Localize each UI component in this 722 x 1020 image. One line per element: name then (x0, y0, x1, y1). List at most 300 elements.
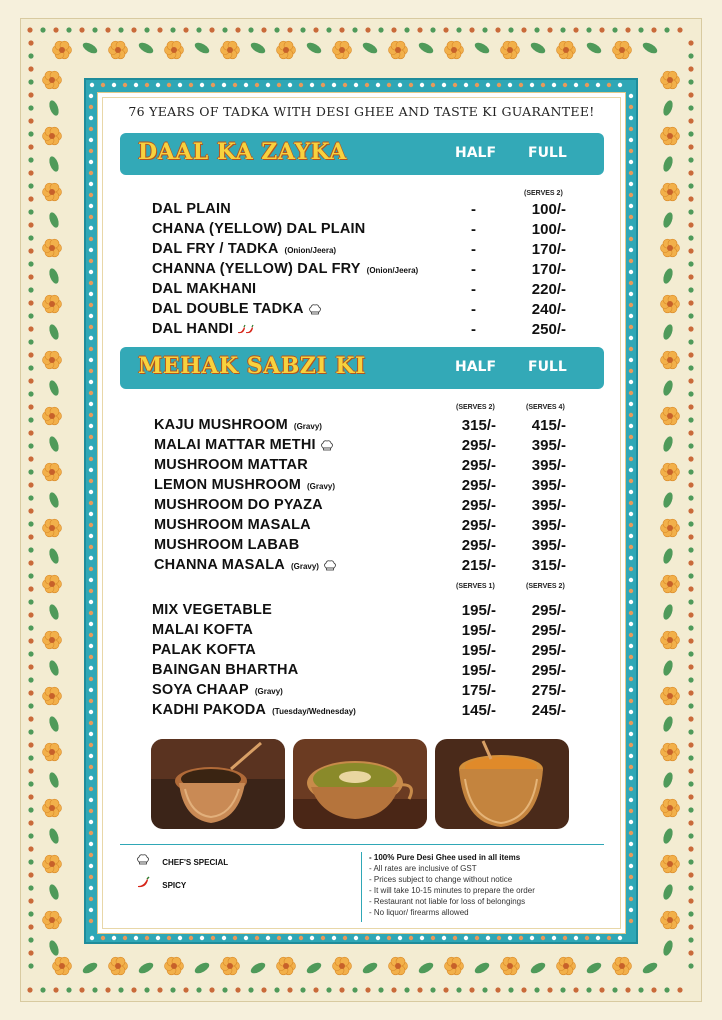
item-name: DAL PLAIN (152, 201, 231, 217)
teal-frame-dot (89, 754, 93, 758)
teal-frame-dot (255, 936, 259, 940)
teal-frame-dot (629, 347, 633, 351)
teal-frame-dot (629, 886, 633, 890)
teal-frame-dot (563, 83, 567, 87)
teal-frame-dot (89, 149, 93, 153)
teal-frame-dot (420, 936, 424, 940)
teal-frame-dot (89, 138, 93, 142)
menu-item-row (0, 682, 722, 702)
item-half-price: 195/- (461, 602, 496, 619)
teal-frame-dot (89, 765, 93, 769)
menu-item-row (0, 642, 722, 662)
item-name-wrap (152, 662, 298, 678)
teal-frame-dot (629, 171, 633, 175)
teal-frame-dot (629, 369, 633, 373)
menu-item-row (0, 417, 722, 437)
item-name: DAL MAKHANI (152, 281, 257, 297)
teal-frame-dot (233, 936, 237, 940)
teal-frame-dot (89, 919, 93, 923)
teal-frame-dot (233, 83, 237, 87)
teal-frame-dot (89, 578, 93, 582)
item-name-wrap (152, 281, 256, 297)
teal-frame-dot (376, 936, 380, 940)
teal-frame-dot (89, 182, 93, 186)
item-note: (Gravy) (290, 562, 319, 571)
teal-frame-dot (629, 193, 633, 197)
chef-hat-icon (308, 304, 322, 315)
teal-frame-dot (89, 193, 93, 197)
teal-frame-dot (89, 908, 93, 912)
teal-frame-dot (596, 936, 600, 940)
item-name-wrap (152, 682, 283, 698)
note-item: - Restaurant not liable for loss of belongings (369, 897, 526, 906)
teal-frame-dot (629, 94, 633, 98)
item-full-price: 170/- (531, 241, 566, 258)
teal-frame-dot (629, 391, 633, 395)
item-note: (Onion/Jeera) (284, 246, 337, 255)
teal-frame-dot (134, 83, 138, 87)
teal-frame-dot (629, 578, 633, 582)
footer-divider (120, 844, 604, 845)
item-half-price: 295/- (461, 517, 496, 534)
item-name: CHANNA (YELLOW) DAL FRY (152, 261, 361, 277)
teal-frame-dot (89, 127, 93, 131)
item-name: DAL FRY / TADKA (152, 241, 279, 257)
teal-frame-dot (156, 83, 160, 87)
item-name: MUSHROOM MASALA (154, 517, 311, 533)
teal-frame-dot (629, 127, 633, 131)
legend-chef-label: CHEF'S SPECIAL (162, 858, 229, 867)
food-photo-dal (151, 739, 285, 829)
teal-frame-dot (89, 589, 93, 593)
item-note: (Gravy) (307, 482, 336, 491)
teal-frame-dot (629, 908, 633, 912)
teal-frame-dot (299, 83, 303, 87)
serves-label: (SERVES 2) (456, 404, 495, 411)
teal-frame-dot (90, 83, 94, 87)
teal-frame-dot (629, 809, 633, 813)
teal-frame-dot (145, 83, 149, 87)
teal-frame-dot (89, 875, 93, 879)
teal-frame-dot (398, 936, 402, 940)
teal-frame-dot (178, 936, 182, 940)
teal-frame-dot (365, 936, 369, 940)
teal-frame-dot (629, 776, 633, 780)
item-full-price: 220/- (531, 281, 566, 298)
teal-frame-dot (629, 765, 633, 769)
menu-item-row (0, 201, 722, 221)
item-full-price: 395/- (531, 497, 566, 514)
full-header: FULL (528, 145, 567, 161)
teal-frame-dot (629, 853, 633, 857)
menu-item-row (0, 602, 722, 622)
item-name: SOYA CHAAP (152, 682, 249, 698)
item-full-price: 295/- (531, 622, 566, 639)
teal-frame-dot (618, 936, 622, 940)
item-name-wrap (154, 497, 323, 513)
teal-frame-dot (89, 776, 93, 780)
teal-frame-dot (629, 149, 633, 153)
teal-frame-dot (497, 936, 501, 940)
teal-frame-dot (310, 83, 314, 87)
teal-frame-dot (354, 83, 358, 87)
item-name: DAL HANDI (152, 321, 234, 337)
item-name: PALAK KOFTA (152, 642, 256, 658)
teal-frame-dot (89, 743, 93, 747)
item-full-price: 415/- (531, 417, 566, 434)
item-half-price: 295/- (461, 537, 496, 554)
teal-frame-dot (277, 83, 281, 87)
teal-frame-dot (365, 83, 369, 87)
teal-frame-dot (89, 798, 93, 802)
serves-label: (SERVES 2) (526, 583, 565, 590)
teal-frame-dot (552, 936, 556, 940)
teal-frame-dot (343, 936, 347, 940)
teal-frame-dot (420, 83, 424, 87)
teal-frame-dot (442, 936, 446, 940)
item-name-wrap (152, 622, 253, 638)
item-half-price: 175/- (461, 682, 496, 699)
teal-frame-dot (200, 83, 204, 87)
teal-frame-dot (497, 83, 501, 87)
teal-frame-dot (89, 171, 93, 175)
teal-frame-dot (178, 83, 182, 87)
item-half-price: 295/- (461, 497, 496, 514)
teal-frame-dot (89, 842, 93, 846)
item-half-price: 195/- (461, 642, 496, 659)
teal-frame-dot (519, 936, 523, 940)
teal-frame-dot (629, 754, 633, 758)
teal-frame-dot (244, 936, 248, 940)
teal-frame-dot (266, 83, 270, 87)
teal-frame-dot (629, 743, 633, 747)
teal-frame-dot (101, 936, 105, 940)
item-note: (Gravy) (293, 422, 322, 431)
note-item: - No liquor/ firearms allowed (369, 908, 469, 917)
item-full-price: 275/- (531, 682, 566, 699)
teal-frame-dot (189, 936, 193, 940)
teal-frame-dot (89, 820, 93, 824)
teal-frame-dot (629, 875, 633, 879)
teal-frame-dot (277, 936, 281, 940)
notes-list (369, 852, 535, 918)
item-name-wrap (152, 261, 418, 277)
item-full-price: 170/- (531, 261, 566, 278)
item-name-wrap (152, 241, 336, 257)
item-name: DAL DOUBLE TADKA (152, 301, 304, 317)
teal-frame-dot (101, 83, 105, 87)
teal-frame-dot (453, 936, 457, 940)
item-full-price: 315/- (531, 557, 566, 574)
teal-frame-dot (112, 936, 116, 940)
teal-frame-dot (89, 105, 93, 109)
teal-frame-dot (629, 402, 633, 406)
teal-frame-dot (387, 936, 391, 940)
teal-frame-dot (464, 83, 468, 87)
item-name: CHANNA MASALA (154, 557, 285, 573)
teal-frame-dot (156, 936, 160, 940)
chili-icon (237, 324, 255, 334)
item-name-wrap (154, 437, 334, 453)
item-note: (Tuesday/Wednesday) (272, 707, 356, 716)
teal-frame-dot (508, 936, 512, 940)
teal-frame-dot (89, 864, 93, 868)
item-full-price: 395/- (531, 517, 566, 534)
teal-frame-dot (387, 83, 391, 87)
item-name-wrap (152, 702, 356, 718)
teal-frame-dot (607, 83, 611, 87)
item-name: LEMON MUSHROOM (154, 477, 301, 493)
teal-frame-dot (332, 83, 336, 87)
teal-frame-dot (343, 83, 347, 87)
item-name-wrap (154, 477, 335, 493)
item-name-wrap (154, 457, 308, 473)
teal-frame-dot (629, 182, 633, 186)
teal-frame-dot (552, 83, 556, 87)
teal-frame-dot (607, 936, 611, 940)
item-full-price: 395/- (531, 437, 566, 454)
teal-frame-dot (376, 83, 380, 87)
item-full-price: 100/- (531, 201, 566, 218)
section-title: MEHAK SABZI KI (138, 353, 366, 379)
teal-frame-dot (299, 936, 303, 940)
teal-frame-dot (629, 787, 633, 791)
teal-frame-dot (89, 358, 93, 362)
teal-frame-dot (89, 369, 93, 373)
teal-frame-dot (255, 83, 259, 87)
item-full-price: 295/- (531, 602, 566, 619)
item-full-price: 250/- (531, 321, 566, 338)
item-name-wrap (152, 221, 365, 237)
teal-frame-dot (596, 83, 600, 87)
teal-frame-dot (629, 105, 633, 109)
teal-frame-dot (332, 936, 336, 940)
teal-frame-dot (629, 798, 633, 802)
item-name: MALAI MATTAR METHI (154, 437, 316, 453)
chef-hat-icon (136, 858, 152, 867)
item-full-price: 395/- (531, 457, 566, 474)
note-item: - It will take 10-15 minutes to prepare the order (369, 886, 535, 895)
item-note: (Onion/Jeera) (366, 266, 419, 275)
menu-item-row (0, 702, 722, 722)
teal-frame-dot (629, 160, 633, 164)
teal-frame-dot (541, 936, 545, 940)
teal-frame-dot (167, 83, 171, 87)
teal-frame-dot (222, 936, 226, 940)
serves-label: (SERVES 4) (526, 404, 565, 411)
item-name-wrap (152, 321, 255, 337)
teal-frame-dot (486, 936, 490, 940)
item-half-price: 195/- (461, 662, 496, 679)
teal-frame-dot (530, 83, 534, 87)
chef-hat-icon (320, 440, 334, 451)
item-full-price: 295/- (531, 642, 566, 659)
note-item: - 100% Pure Desi Ghee used in all items (369, 853, 521, 862)
item-name: MUSHROOM DO PYAZA (154, 497, 323, 513)
item-half-price: 295/- (461, 457, 496, 474)
teal-frame-dot (541, 83, 545, 87)
item-full-price: 295/- (531, 662, 566, 679)
teal-frame-dot (585, 936, 589, 940)
teal-frame-dot (563, 936, 567, 940)
item-name: BAINGAN BHARTHA (152, 662, 299, 678)
item-name-wrap (152, 301, 322, 317)
teal-frame-dot (629, 831, 633, 835)
teal-frame-dot (431, 83, 435, 87)
menu-item-row (0, 437, 722, 457)
teal-frame-dot (211, 936, 215, 940)
item-full-price: 245/- (531, 702, 566, 719)
teal-frame-dot (629, 864, 633, 868)
item-half-price: 295/- (461, 477, 496, 494)
item-name-wrap (154, 537, 299, 553)
item-name-wrap (152, 201, 231, 217)
teal-frame-dot (629, 116, 633, 120)
teal-frame-dot (112, 83, 116, 87)
item-half-price: - (471, 201, 476, 218)
item-name-wrap (154, 417, 322, 433)
menu-item-row (0, 537, 722, 557)
chili-icon (136, 881, 152, 890)
teal-frame-dot (89, 809, 93, 813)
menu-item-row (0, 281, 722, 301)
teal-frame-dot (629, 842, 633, 846)
teal-frame-dot (89, 160, 93, 164)
menu-item-row (0, 221, 722, 241)
menu-item-row (0, 477, 722, 497)
teal-frame-dot (629, 138, 633, 142)
item-name-wrap (152, 642, 256, 658)
teal-frame-dot (89, 347, 93, 351)
item-name-wrap (154, 557, 337, 573)
legend-chef (136, 854, 228, 867)
teal-frame-dot (629, 358, 633, 362)
teal-frame-dot (89, 402, 93, 406)
teal-frame-dot (585, 83, 589, 87)
teal-frame-dot (310, 936, 314, 940)
item-half-price: - (471, 301, 476, 318)
teal-frame-dot (89, 886, 93, 890)
half-header: HALF (455, 145, 497, 161)
teal-frame-dot (89, 94, 93, 98)
chef-hat-icon (323, 560, 337, 571)
teal-frame-dot (89, 732, 93, 736)
teal-frame-dot (189, 83, 193, 87)
item-full-price: 395/- (531, 537, 566, 554)
teal-frame-dot (244, 83, 248, 87)
teal-frame-dot (574, 83, 578, 87)
item-note: (Gravy) (254, 687, 283, 696)
teal-frame-dot (89, 831, 93, 835)
teal-frame-dot (266, 936, 270, 940)
serves-label: (SERVES 1) (456, 583, 495, 590)
item-half-price: 315/- (461, 417, 496, 434)
teal-frame-dot (486, 83, 490, 87)
teal-frame-dot (409, 936, 413, 940)
item-half-price: 215/- (461, 557, 496, 574)
item-name-wrap (154, 517, 311, 533)
note-item: - Prices subject to change without notice (369, 875, 513, 884)
teal-frame-dot (145, 936, 149, 940)
item-half-price: - (471, 221, 476, 238)
teal-frame-dot (89, 787, 93, 791)
item-name: KADHI PAKODA (152, 702, 267, 718)
tagline: 76 YEARS OF TADKA WITH DESI GHEE AND TASTE KI GUARANTEE! (128, 104, 595, 119)
menu-item-row (0, 321, 722, 341)
teal-frame-dot (442, 83, 446, 87)
teal-frame-dot (519, 83, 523, 87)
teal-frame-dot (475, 83, 479, 87)
teal-frame-dot (574, 936, 578, 940)
menu-item-row (0, 497, 722, 517)
teal-frame-dot (629, 732, 633, 736)
teal-frame-dot (167, 936, 171, 940)
teal-frame-dot (89, 116, 93, 120)
teal-frame-dot (89, 380, 93, 384)
teal-frame-dot (288, 936, 292, 940)
food-photo-sabzi (293, 739, 427, 829)
teal-frame-dot (123, 83, 127, 87)
item-name: CHANA (YELLOW) DAL PLAIN (152, 221, 366, 237)
teal-frame-dot (89, 853, 93, 857)
item-full-price: 395/- (531, 477, 566, 494)
menu-item-row (0, 662, 722, 682)
menu-item-row (0, 241, 722, 261)
teal-frame-dot (321, 83, 325, 87)
teal-frame-dot (508, 83, 512, 87)
serves-label: (SERVES 2) (524, 190, 563, 197)
teal-frame-dot (629, 820, 633, 824)
teal-frame-dot (618, 83, 622, 87)
menu-item-row (0, 261, 722, 281)
item-full-price: 100/- (531, 221, 566, 238)
section-title: DAAL KA ZAYKA (138, 139, 347, 165)
teal-frame-dot (288, 83, 292, 87)
item-half-price: - (471, 321, 476, 338)
food-photo-dal-handi (435, 739, 569, 829)
half-header: HALF (455, 359, 497, 375)
teal-frame-dot (89, 391, 93, 395)
item-name: MALAI KOFTA (152, 622, 253, 638)
item-name: MUSHROOM MATTAR (154, 457, 308, 473)
teal-frame-dot (629, 380, 633, 384)
teal-frame-dot (629, 897, 633, 901)
teal-frame-dot (123, 936, 127, 940)
item-name: MUSHROOM LABAB (154, 537, 300, 553)
teal-frame-dot (222, 83, 226, 87)
teal-frame-dot (629, 919, 633, 923)
menu-item-row (0, 557, 722, 577)
notes-divider (361, 852, 362, 922)
item-full-price: 240/- (531, 301, 566, 318)
teal-frame-dot (89, 897, 93, 901)
teal-frame-dot (398, 83, 402, 87)
teal-frame-dot (90, 936, 94, 940)
menu-item-row (0, 517, 722, 537)
teal-frame-dot (629, 589, 633, 593)
section-banner-sabzi (120, 347, 604, 389)
teal-frame-dot (321, 936, 325, 940)
item-name: KAJU MUSHROOM (154, 417, 288, 433)
teal-frame-dot (134, 936, 138, 940)
teal-frame-dot (409, 83, 413, 87)
section-banner-daal (120, 133, 604, 175)
item-half-price: 195/- (461, 622, 496, 639)
item-name: MIX VEGETABLE (152, 602, 272, 618)
item-half-price: - (471, 281, 476, 298)
item-name-wrap (152, 602, 272, 618)
teal-frame-dot (464, 936, 468, 940)
